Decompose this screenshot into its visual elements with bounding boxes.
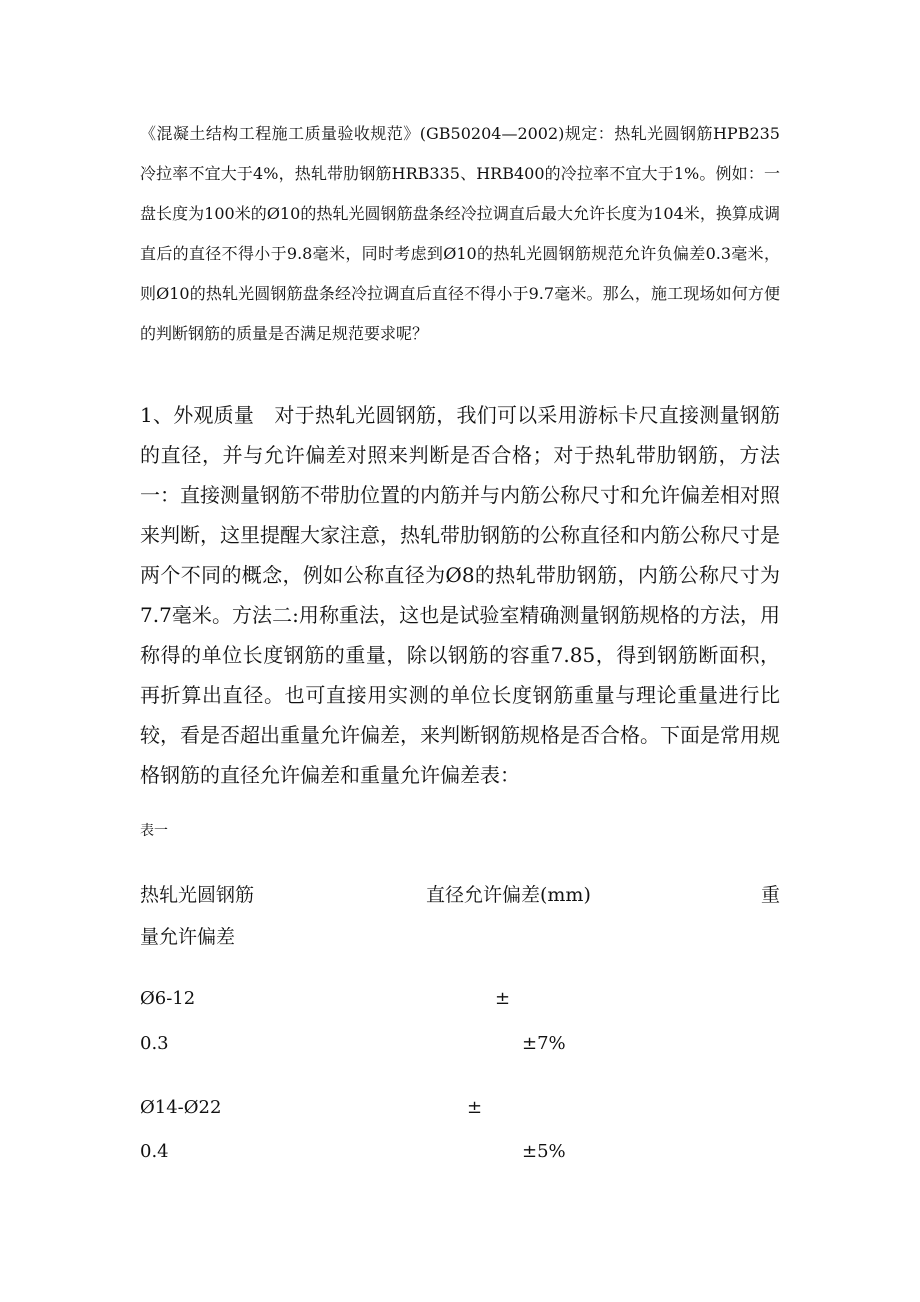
table-caption: 表一: [140, 823, 168, 839]
row-1-diameter: 0.3: [140, 1033, 169, 1054]
row-2-diameter: 0.4: [140, 1141, 169, 1162]
intro-paragraph: 《混凝土结构工程施工质量验收规范》(GB50204—2002)规定：热轧光圆钢筋HPB235冷拉率不宜大于4%，热轧带肋钢筋HRB335、HRB400的冷拉率不宜大于1%。例如：一盘长度为100米的Ø10的热轧光圆钢筋盘条经冷拉调直后最大允许长度为104米，换算成调直后的直径不得小于9.8毫米，同时考虑到Ø10的热轧光圆钢筋规范允许负偏差0.3毫米，则Ø10的热轧光圆钢筋盘条经冷拉调直后直径不得小于9.7毫米。那么，施工现场如何方便的判断钢筋的质量是否满足规范要求呢？: [140, 124, 780, 343]
row-2-weight: ±5%: [522, 1141, 566, 1162]
header-steel-type: 热轧光圆钢筋: [140, 884, 255, 906]
header-weight-tolerance-part1: 重: [761, 884, 781, 906]
header-weight-tolerance-part2: 量允许偏差: [140, 926, 236, 948]
section-1-paragraph: 1、外观质量 对于热轧光圆钢筋，我们可以采用游标卡尺直接测量钢筋的直径，并与允许偏差对照来判断是否合格；对于热轧带肋钢筋，方法一：直接测量钢筋不带肋位置的内筋并与内筋公称尺寸和允许偏差相对照来判断，这里提醒大家注意，热轧带肋钢筋的公称直径和内筋公称尺寸是两个不同的概念，例如公称直径为Ø8的热轧带肋钢筋，内筋公称尺寸为7.7毫米。方法二:用称重法，这也是试验室精确测量钢筋规格的方法，用称得的单位长度钢筋的重量，除以钢筋的容重7.85，得到钢筋断面积，再折算出直径。也可直接用实测的单位长度钢筋重量与理论重量进行比较，看是否超出重量允许偏差，来判断钢筋规格是否合格。下面是常用规格钢筋的直径允许偏差和重量允许偏差表：: [140, 403, 780, 787]
row-1-weight: ±7%: [522, 1033, 566, 1054]
row-2-spec: Ø14-Ø22: [140, 1097, 222, 1118]
row-1-plus-minus: ±: [495, 988, 511, 1009]
header-diameter-tolerance: 直径允许偏差(mm): [426, 884, 591, 906]
row-2-plus-minus: ±: [467, 1097, 483, 1118]
row-1-spec: Ø6-12: [140, 988, 196, 1009]
